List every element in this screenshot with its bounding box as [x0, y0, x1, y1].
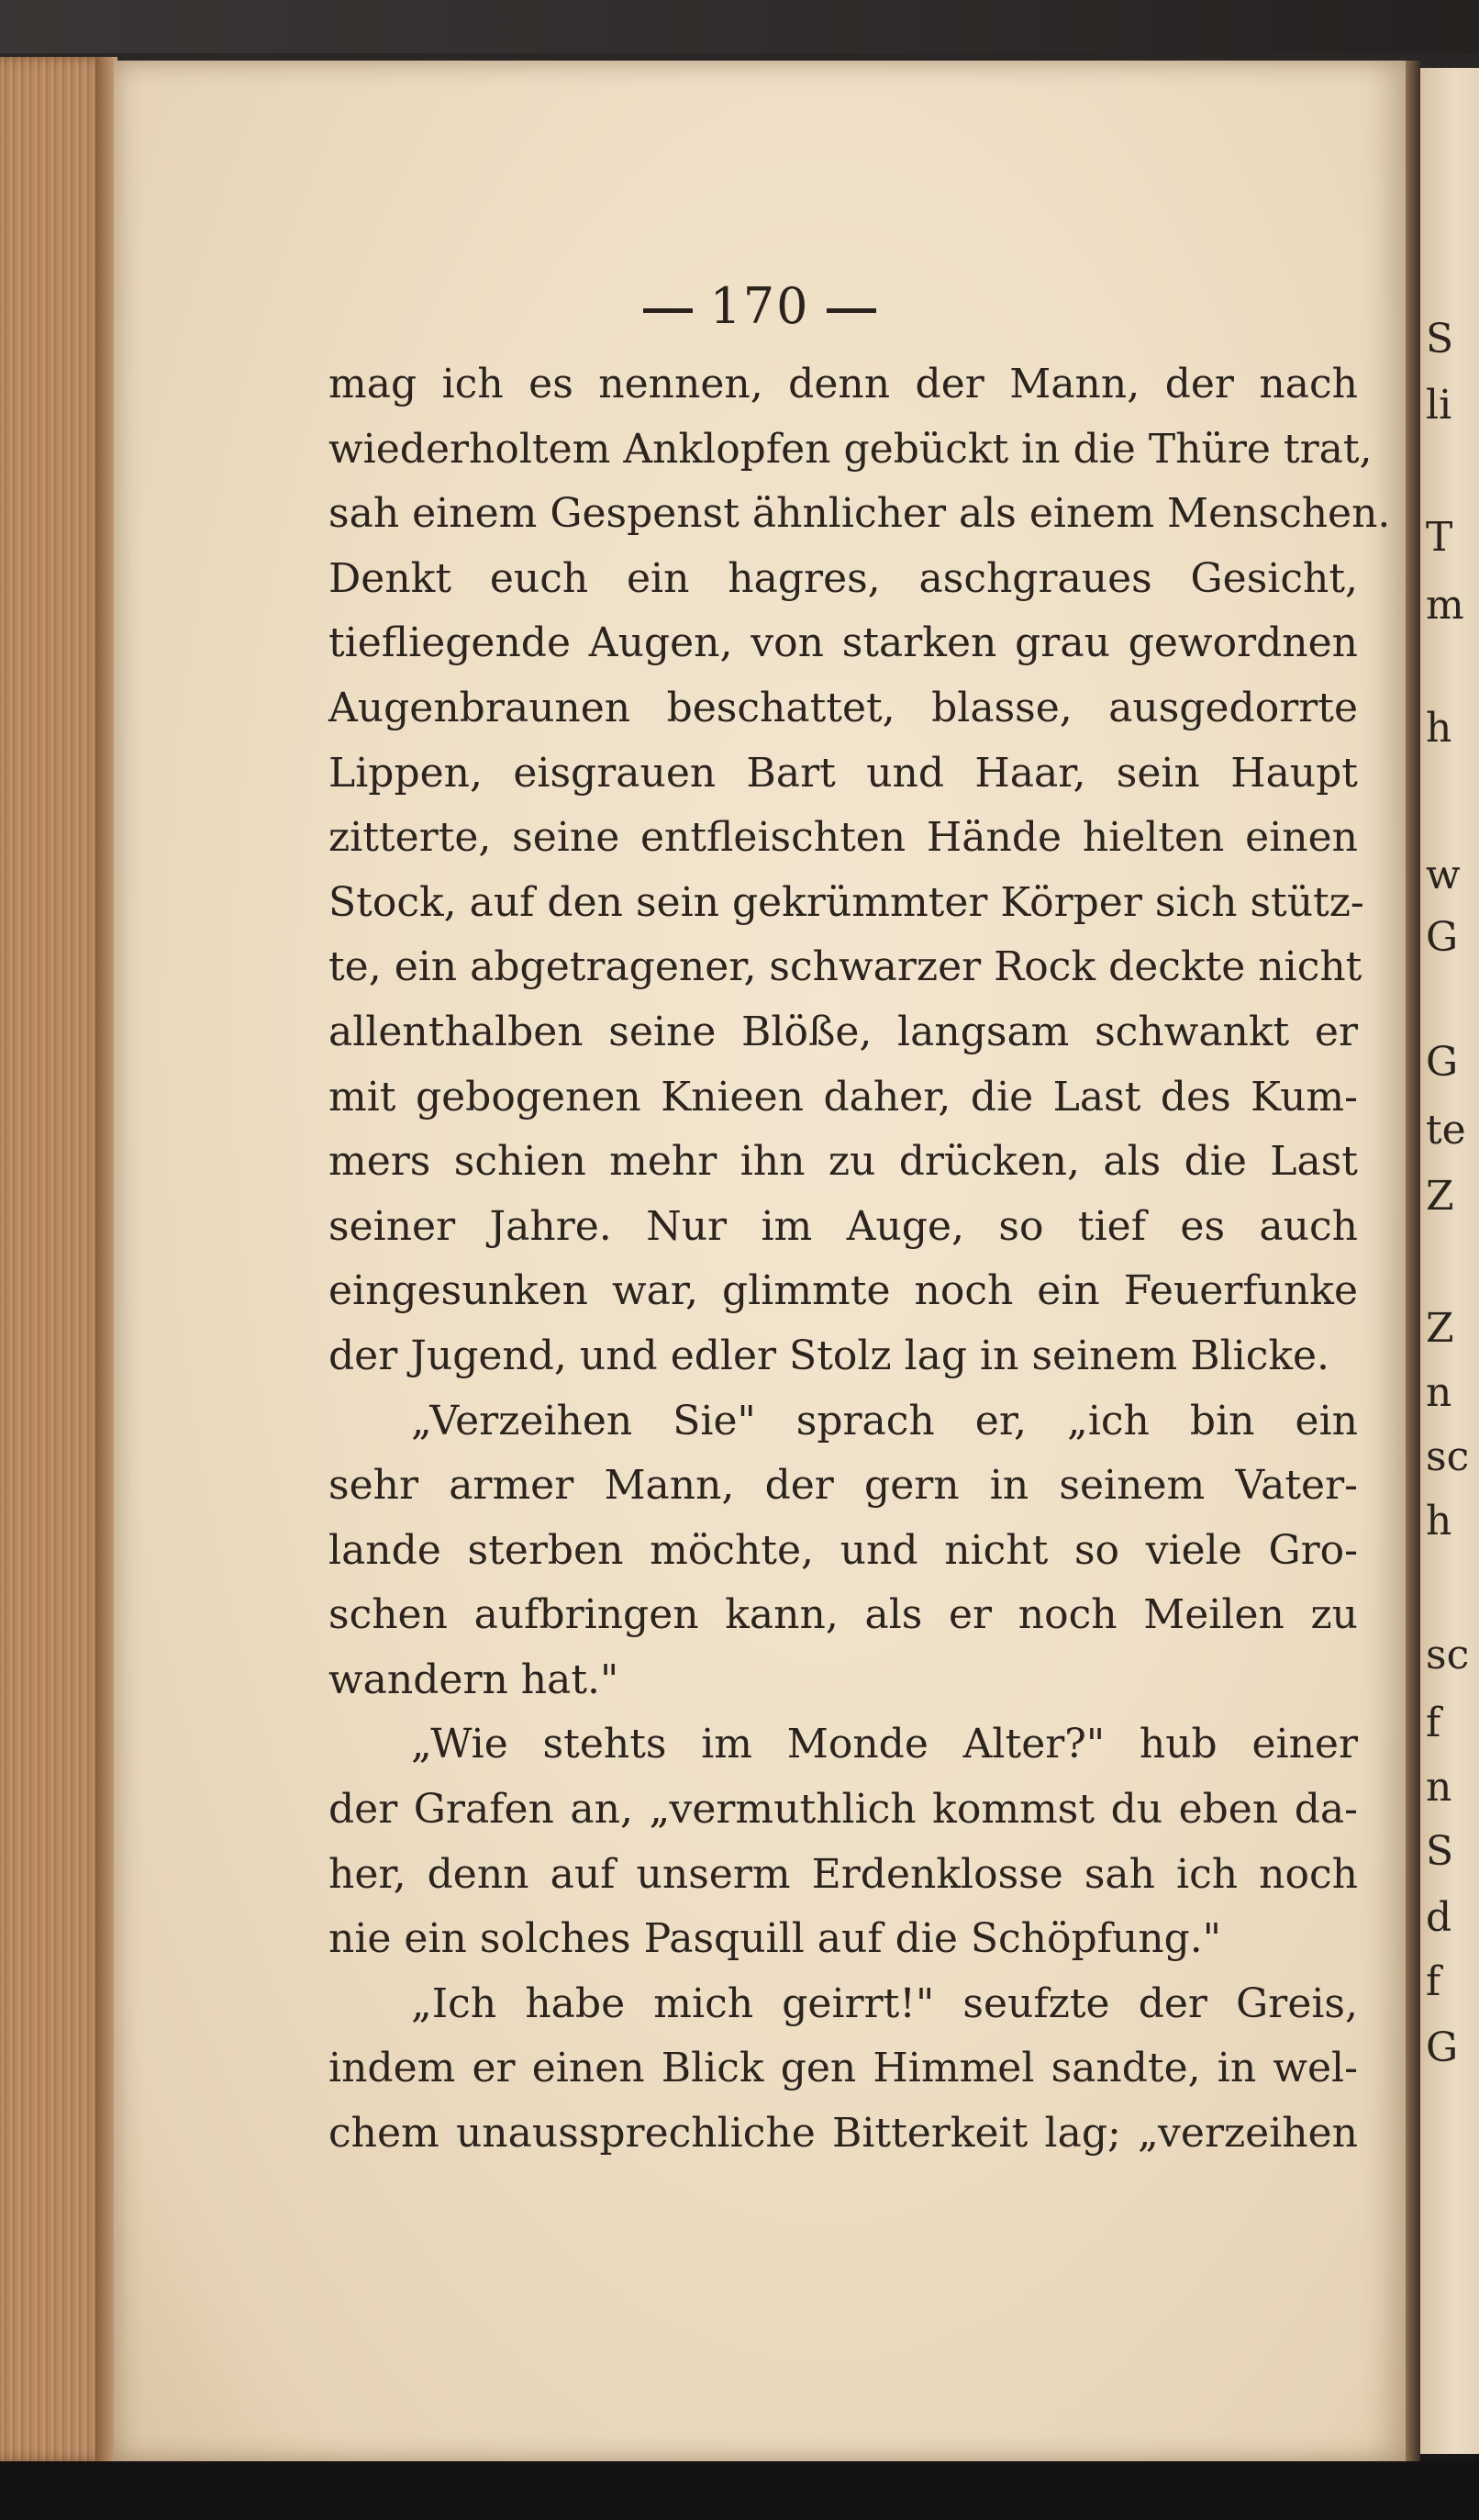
text-line: mag ich es nennen, denn der Mann, der nach	[328, 361, 1358, 407]
next-page-fragment: G	[1426, 1039, 1459, 1086]
next-page-fragment: w	[1426, 852, 1461, 898]
text-line: mit gebogenen Knieen daher, die Last des Kum-	[328, 1073, 1358, 1121]
text-line: indem er einen Blick gen Himmel sandte, in wel-	[328, 2045, 1358, 2092]
next-page-fragment: d	[1426, 1894, 1452, 1941]
text-line: zitterte, seine entfleischten Hände hielten einen	[328, 814, 1358, 862]
text-line: Lippen, eisgrauen Bart und Haar, sein Haupt	[328, 749, 1358, 797]
next-page-fragment: sc	[1426, 1433, 1470, 1480]
text-line: „Ich habe mich geirrt!" seufzte der Greis,	[411, 1979, 1358, 2027]
text-line: der Jugend, und edler Stolz lag in seinem Blicke.	[328, 1332, 1330, 1379]
scanner-background-bottom	[0, 2461, 1479, 2520]
text-line: wiederholtem Anklopfen gebückt in die Thüre trat,	[328, 425, 1373, 473]
body-text	[328, 352, 1391, 2167]
text-line: sehr armer Mann, der gern in seinem Vater-	[328, 1462, 1358, 1510]
next-page-edge	[1420, 68, 1479, 2454]
next-page-fragment: T	[1426, 514, 1453, 561]
text-line: seiner Jahre. Nur im Auge, so tief es auch	[328, 1202, 1358, 1250]
text-line: mers schien mehr ihn zu drücken, als die Last	[328, 1138, 1358, 1186]
scanner-background-top	[0, 0, 1479, 53]
next-page-fragment: m	[1426, 582, 1464, 629]
page-header	[114, 277, 1406, 335]
text-line: te, ein abgetragener, schwarzer Rock deckte nicht	[328, 943, 1362, 991]
next-page-fragment: S	[1426, 1828, 1454, 1875]
text-line: Augenbraunen beschattet, blasse, ausgedorrte	[328, 684, 1358, 731]
next-page-fragment: Z	[1426, 1173, 1454, 1220]
header-dash-left	[643, 308, 693, 313]
text-line: her, denn auf unserm Erdenklosse sah ich noch	[328, 1850, 1358, 1898]
next-page-fragment: h	[1426, 1498, 1452, 1544]
text-line: „Verzeihen Sie" sprach er, „ich bin ein	[411, 1397, 1358, 1444]
next-page-fragment: f	[1426, 1958, 1441, 2005]
text-line: schen aufbringen kann, als er noch Meilen zu	[328, 1591, 1358, 1639]
text-line: nie ein solches Pasquill auf die Schöpfung."	[328, 1915, 1221, 1963]
text-line: „Wie stehts im Monde Alter?" hub einer	[411, 1721, 1358, 1768]
next-page-fragment: h	[1426, 705, 1452, 752]
next-page-fragment: Z	[1426, 1305, 1454, 1352]
text-line: der Grafen an, „vermuthlich kommst du eben da-	[328, 1786, 1358, 1834]
header-dash-right	[827, 308, 876, 313]
next-page-fragment: G	[1426, 914, 1459, 961]
text-line: sah einem Gespenst ähnlicher als einem Menschen.	[328, 490, 1391, 538]
next-page-fragment: S	[1426, 316, 1454, 362]
next-page-fragment: te	[1426, 1107, 1466, 1154]
next-page-fragment: sc	[1426, 1632, 1470, 1678]
text-line: allenthalben seine Blöße, langsam schwankt er	[328, 1008, 1358, 1055]
text-line: chem unaussprechliche Bitterkeit lag; „verzeihen	[328, 2110, 1358, 2158]
text-line: Denkt euch ein hagres, aschgraues Gesicht,	[328, 554, 1358, 602]
next-page-fragment: f	[1426, 1700, 1441, 1746]
book-page-edges	[0, 57, 108, 2461]
page-number: 170	[709, 277, 810, 335]
text-line: lande sterben möchte, und nicht so viele Gro-	[328, 1526, 1358, 1574]
next-page-fragment: n	[1426, 1764, 1452, 1811]
next-page-fragment: G	[1426, 2024, 1459, 2071]
book-gutter	[1406, 61, 1420, 2461]
next-page-fragment: n	[1426, 1369, 1452, 1416]
next-page-fragment: li	[1426, 382, 1452, 429]
text-line: eingesunken war, glimmte noch ein Feuerfunke	[328, 1267, 1358, 1315]
text-line: tiefliegende Augen, von starken grau gewordnen	[328, 619, 1358, 667]
text-line: Stock, auf den sein gekrümmter Körper sich stütz-	[328, 878, 1364, 926]
text-line: wandern hat."	[328, 1656, 619, 1703]
